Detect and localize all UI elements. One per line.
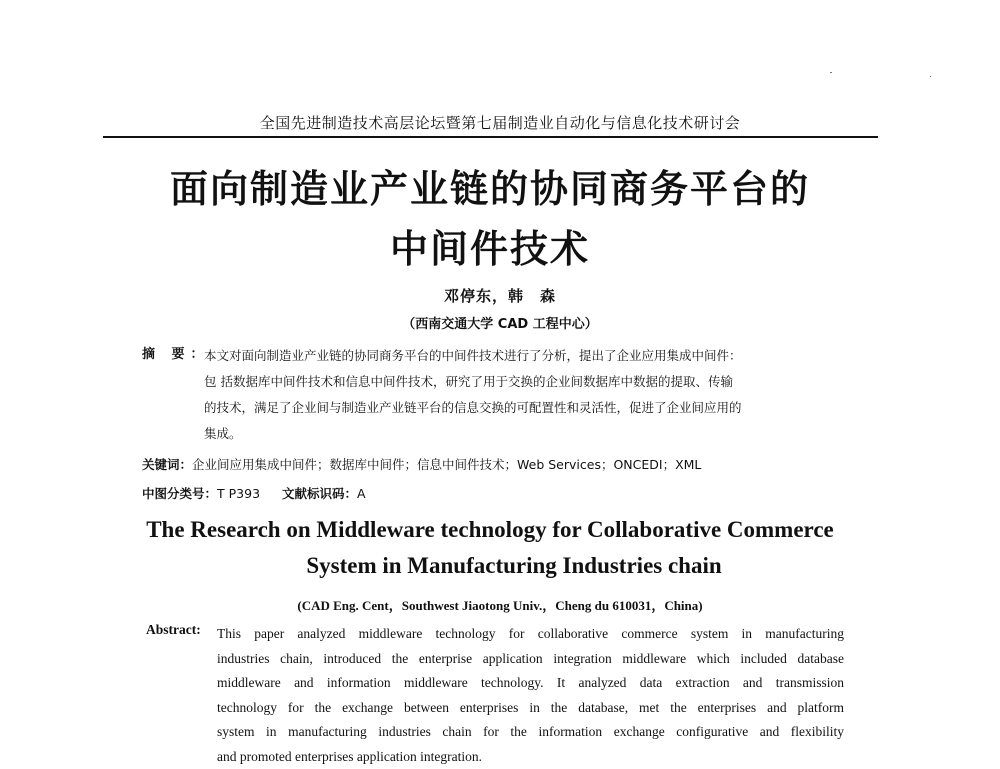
abstract-cn-line: 本文对面向制造业产业链的协同商务平台的中间件技术进行了分析，提出了企业应用集成中间件： — [204, 343, 854, 369]
affiliation-en: (CAD Eng. Cent，Southwest Jiaotong Univ.，Cheng du 610031，China) — [0, 595, 1000, 614]
conference-header: 全国先进制造技术高层论坛暨第七届制造业自动化与信息化技术研讨会 — [0, 112, 1000, 133]
doc-code-value: A — [357, 486, 366, 501]
abstract-en-line: system in manufacturing industries chain for the information exchange configurative and flexibility — [217, 720, 844, 745]
authors-cn: 邓停东，韩 森 — [0, 285, 1000, 306]
keywords-cn-label: 关键词： — [142, 457, 192, 472]
affiliation-cn: （西南交通大学 CAD 工程中心） — [0, 313, 1000, 332]
abstract-en-body — [217, 622, 844, 769]
abstract-en-label: Abstract: — [146, 622, 201, 638]
header-rule — [103, 136, 878, 138]
clc-label: 中图分类号： — [142, 486, 217, 501]
abstract-cn-label: 摘 要： — [142, 343, 210, 362]
keywords-cn — [142, 455, 701, 473]
abstract-cn-line: 的技术，满足了企业间与制造业产业链平台的信息交换的可配置性和灵活性，促进了企业间应用的 — [204, 395, 854, 421]
abstract-cn-line: 包 括数据库中间件技术和信息中间件技术，研究了用于交换的企业间数据库中数据的提取、传输 — [204, 369, 854, 395]
abstract-cn-body — [204, 343, 854, 447]
abstract-en-line: middleware and information middleware technology. It analyzed data extraction and transmission — [217, 671, 844, 696]
scan-speck — [930, 76, 931, 77]
scan-speck — [830, 72, 832, 73]
abstract-en-line: technology for the exchange between enterprises in the database, met the enterprises and platform — [217, 696, 844, 721]
title-cn-line1: 面向制造业产业链的协同商务平台的 — [0, 158, 990, 213]
clc-value: T P393 — [217, 486, 260, 501]
abstract-en-line: and promoted enterprises application integration. — [217, 745, 844, 769]
abstract-cn-line: 集成。 — [204, 421, 854, 447]
title-en-line1: The Research on Middleware technology for Collaborative Commerce — [0, 517, 990, 543]
abstract-en-line: industries chain, introduced the enterprise application integration middleware which included database — [217, 647, 844, 672]
keywords-cn-value: 企业间应用集成中间件；数据库中间件；信息中间件技术；Web Services；ONCEDI；XML — [192, 457, 701, 472]
classification-row — [142, 484, 366, 502]
doc-code-label: 文献标识码： — [282, 486, 357, 501]
abstract-en-line: This paper analyzed middleware technology for collaborative commerce system in manufacturing — [217, 622, 844, 647]
title-en-line2: System in Manufacturing Industries chain — [14, 553, 1000, 579]
title-cn-line2: 中间件技术 — [0, 218, 990, 273]
